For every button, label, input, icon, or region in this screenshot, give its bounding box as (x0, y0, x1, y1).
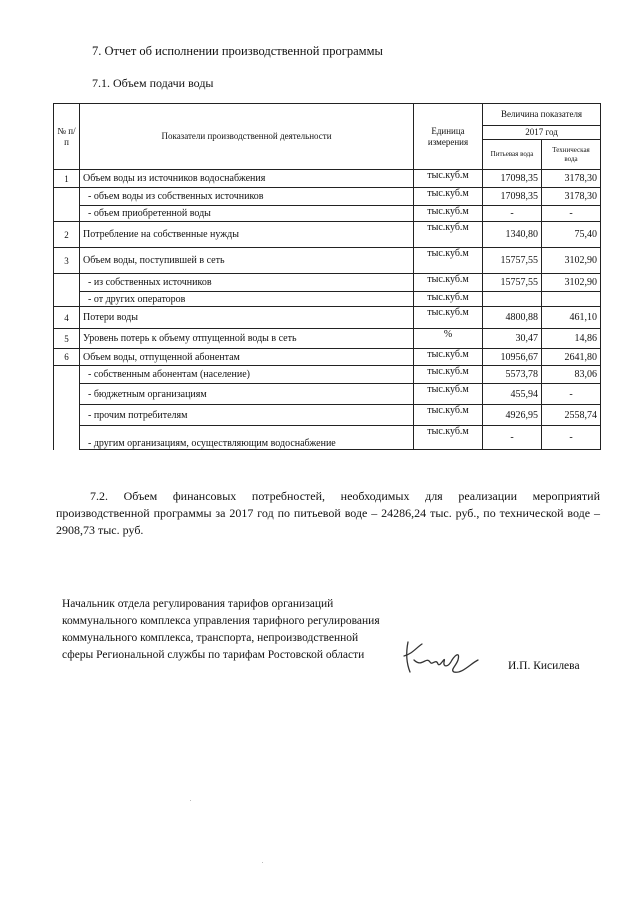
row-drinking-value: 17098,35 (483, 170, 542, 188)
row-num: 1 (54, 170, 80, 188)
row-indicator: Потери воды (80, 307, 414, 329)
row-indicator: Объем воды, поступившей в сеть (80, 248, 414, 274)
table-row (54, 222, 601, 248)
row-indicator: - другим организациям, осуществляющим водоснабжение (80, 426, 414, 450)
row-num (54, 274, 80, 307)
row-unit: тыс.куб.м (414, 307, 483, 329)
row-num: 3 (54, 248, 80, 274)
table-row (54, 206, 601, 222)
row-drinking-value: 30,47 (483, 329, 542, 349)
section-heading: 7. Отчет об исполнении производственной программы (92, 44, 383, 58)
row-unit: тыс.куб.м (414, 248, 483, 274)
row-drinking-value: 15757,55 (483, 248, 542, 274)
header-year: 2017 год (483, 126, 601, 140)
row-drinking-value: 15757,55 (483, 274, 542, 292)
table-row (54, 405, 601, 426)
signer-title: Начальник отдела регулирования тарифов организаций коммунального комплекса управления тарифного регулирования коммунального комплекса, транспорта, непроизводственной сферы Региональной службы по тарифам Ростовской области (62, 598, 380, 661)
row-indicator: Объем воды, отпущенной абонентам (80, 349, 414, 366)
row-unit: тыс.куб.м (414, 405, 483, 426)
row-drinking-value: 4926,95 (483, 405, 542, 426)
row-unit: тыс.куб.м (414, 222, 483, 248)
row-indicator: - объем приобретенной воды (80, 206, 414, 222)
financial-needs-paragraph: 7.2. Объем финансовых потребностей, необходимых для реализации мероприятий производственной программы за 2017 год по питьевой воде – 24286,24 тыс. руб., по технической воде – 2908,73 тыс. руб. (56, 489, 600, 537)
row-technical-value: 3178,30 (542, 188, 601, 206)
table-row (54, 292, 601, 307)
row-indicator: - объем воды из собственных источников (80, 188, 414, 206)
table-row (54, 426, 601, 450)
row-drinking-value: - (483, 426, 542, 450)
row-indicator: Объем воды из источников водоснабжения (80, 170, 414, 188)
table-row (54, 349, 601, 366)
row-num: 4 (54, 307, 80, 329)
row-drinking-value: 455,94 (483, 384, 542, 405)
row-technical-value: - (542, 206, 601, 222)
water-supply-table (53, 103, 601, 450)
header-technical: Техническая вода (542, 140, 601, 170)
header-indicator: Показатели производственной деятельности (80, 104, 414, 170)
scan-speck (262, 862, 263, 863)
handwritten-signature (400, 634, 482, 680)
table-row (54, 188, 601, 206)
row-drinking-value: 4800,88 (483, 307, 542, 329)
row-drinking-value: 5573,78 (483, 366, 542, 384)
row-num: 5 (54, 329, 80, 349)
row-unit: тыс.куб.м (414, 292, 483, 307)
header-num: № п/п (54, 104, 80, 170)
table-row (54, 274, 601, 292)
header-drinking: Питьевая вода (483, 140, 542, 170)
row-num (54, 366, 80, 450)
row-num: 6 (54, 349, 80, 366)
row-technical-value: 14,86 (542, 329, 601, 349)
table-row (54, 329, 601, 349)
table-row (54, 307, 601, 329)
row-technical-value: 461,10 (542, 307, 601, 329)
row-unit: тыс.куб.м (414, 426, 483, 450)
row-technical-value: - (542, 426, 601, 450)
row-indicator: - из собственных источников (80, 274, 414, 292)
row-indicator: Уровень потерь к объему отпущенной воды в сеть (80, 329, 414, 349)
table-row (54, 170, 601, 188)
row-indicator: - прочим потребителям (80, 405, 414, 426)
signer-name: И.П. Кисилева (508, 660, 580, 672)
row-unit: тыс.куб.м (414, 366, 483, 384)
row-drinking-value: 1340,80 (483, 222, 542, 248)
row-technical-value (542, 292, 601, 307)
table-row (54, 366, 601, 384)
row-technical-value: 3102,90 (542, 274, 601, 292)
row-unit: тыс.куб.м (414, 170, 483, 188)
row-indicator: Потребление на собственные нужды (80, 222, 414, 248)
row-drinking-value (483, 292, 542, 307)
row-num (54, 188, 80, 222)
row-technical-value: 2641,80 (542, 349, 601, 366)
row-num: 2 (54, 222, 80, 248)
row-unit: тыс.куб.м (414, 384, 483, 405)
row-unit: тыс.куб.м (414, 206, 483, 222)
row-drinking-value: 17098,35 (483, 188, 542, 206)
row-drinking-value: - (483, 206, 542, 222)
row-technical-value: 75,40 (542, 222, 601, 248)
row-indicator: - бюджетным организациям (80, 384, 414, 405)
row-indicator: - от других операторов (80, 292, 414, 307)
header-unit: Единица измерения (414, 104, 483, 170)
table-row (54, 384, 601, 405)
row-technical-value: - (542, 384, 601, 405)
row-technical-value: 83,06 (542, 366, 601, 384)
row-indicator: - собственным абонентам (население) (80, 366, 414, 384)
row-unit: тыс.куб.м (414, 274, 483, 292)
row-unit: % (414, 329, 483, 349)
row-technical-value: 2558,74 (542, 405, 601, 426)
header-value: Величина показателя (483, 104, 601, 126)
table-row (54, 248, 601, 274)
row-unit: тыс.куб.м (414, 188, 483, 206)
row-unit: тыс.куб.м (414, 349, 483, 366)
row-technical-value: 3178,30 (542, 170, 601, 188)
row-technical-value: 3102,90 (542, 248, 601, 274)
row-drinking-value: 10956,67 (483, 349, 542, 366)
scan-speck (190, 800, 191, 801)
subsection-heading: 7.1. Объем подачи воды (92, 76, 214, 90)
